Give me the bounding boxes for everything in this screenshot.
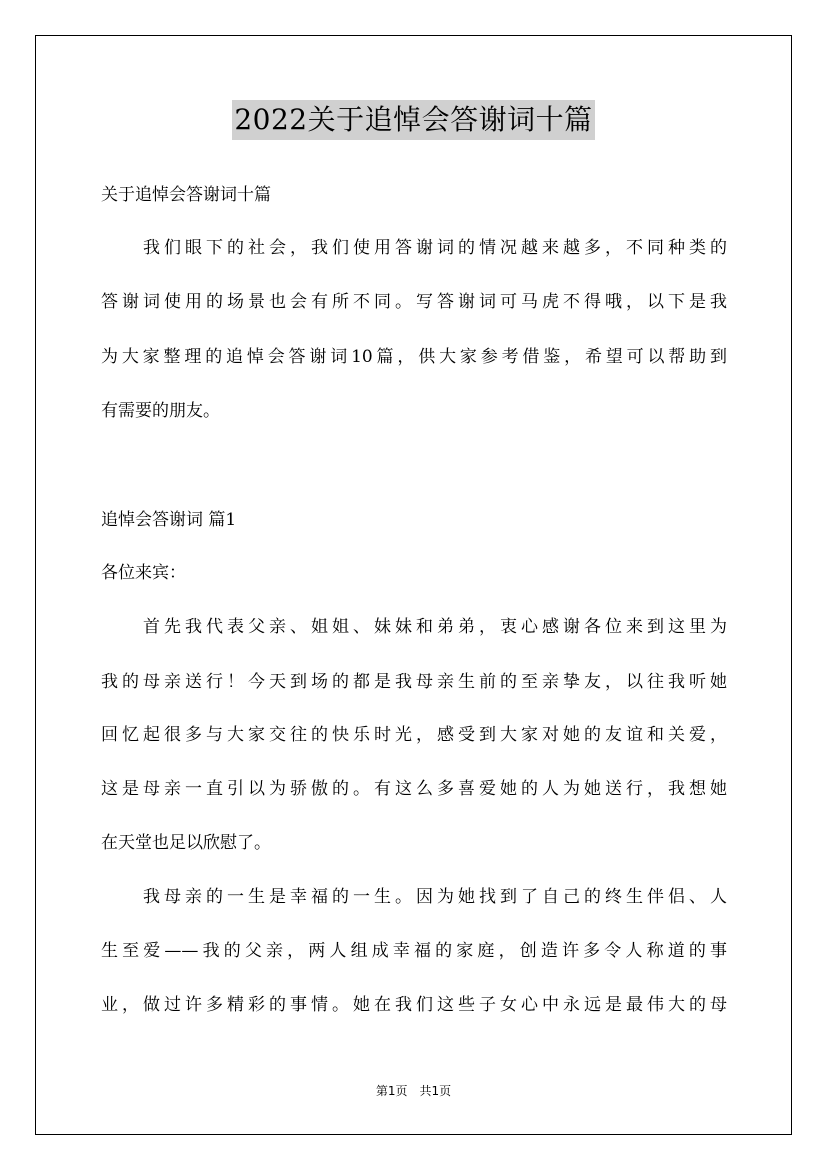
para1-line-4: 这是母亲一直引以为骄傲的。有这么多喜爱她的人为她送行，我想她 bbox=[101, 779, 727, 799]
para2-line-3: 业，做过许多精彩的事情。她在我们这些子女心中永远是最伟大的母 bbox=[101, 995, 727, 1015]
intro-line-3: 为大家整理的追悼会答谢词10篇，供大家参考借鉴，希望可以帮助到 bbox=[101, 347, 727, 367]
document-title: 2022关于追悼会答谢词十篇 bbox=[232, 100, 594, 140]
para1-line-5: 在天堂也足以欣慰了。 bbox=[101, 833, 271, 853]
para2-line-2: 生至爱——我的父亲，两人组成幸福的家庭，创造许多令人称道的事 bbox=[101, 941, 727, 961]
intro-line-2: 答谢词使用的场景也会有所不同。写答谢词可马虎不得哦，以下是我 bbox=[101, 292, 727, 312]
page-number-footer: 第1页 共1页 bbox=[375, 1084, 452, 1098]
intro-line-4: 有需要的朋友。 bbox=[101, 401, 220, 421]
para2-line-1: 我母亲的一生是幸福的一生。因为她找到了自己的终生伴侣、人 bbox=[143, 887, 727, 907]
para1-line-3: 回忆起很多与大家交往的快乐时光，感受到大家对她的友谊和关爱， bbox=[101, 725, 727, 745]
section-heading: 追悼会答谢词 篇1 bbox=[101, 510, 237, 530]
title-container bbox=[0, 100, 827, 140]
salutation: 各位来宾： bbox=[101, 563, 186, 583]
document-subtitle: 关于追悼会答谢词十篇 bbox=[101, 185, 271, 205]
intro-line-1: 我们眼下的社会，我们使用答谢词的情况越来越多，不同种类的 bbox=[143, 238, 727, 258]
para1-line-1: 首先我代表父亲、姐姐、妹妹和弟弟，衷心感谢各位来到这里为 bbox=[143, 617, 727, 637]
para1-line-2: 我的母亲送行！今天到场的都是我母亲生前的至亲挚友，以往我听她 bbox=[101, 672, 727, 692]
